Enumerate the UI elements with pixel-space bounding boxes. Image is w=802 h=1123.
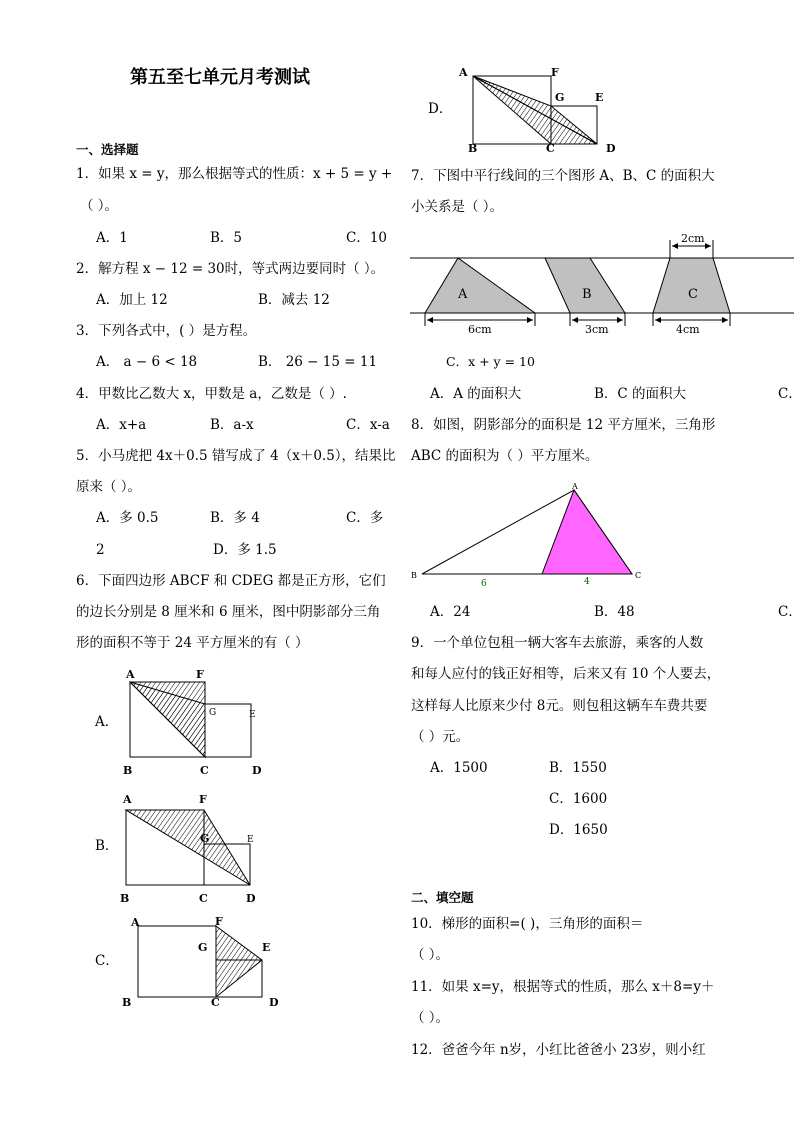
label-d: D xyxy=(269,996,279,1009)
q9-option-a: A．1500 xyxy=(430,760,488,776)
seg-label-2: 4 xyxy=(584,577,590,587)
q5-stem: 5．小马虎把 4x＋0.5 错写成了 4（x＋0.5），结果比 xyxy=(76,448,396,464)
shape-a xyxy=(425,258,535,313)
label-a: A xyxy=(126,668,135,681)
q7-option-a: A．A 的面积大 xyxy=(430,386,522,402)
q5-option-c-cont: 2 xyxy=(96,542,105,558)
q8-option-b: B．48 xyxy=(594,604,635,620)
q2-option-a: A．加上 12 xyxy=(96,292,168,308)
section-heading-choice: 一、选择题 xyxy=(76,142,139,157)
label-d: D xyxy=(606,142,616,155)
label-b: B xyxy=(120,892,130,905)
label-b: B xyxy=(123,764,133,777)
shaded-triangle xyxy=(542,490,632,574)
q5-option-a: A．多 0.5 xyxy=(96,510,159,526)
q11-stem: 11．如果 x=y，根据等式的性质，那么 x＋8=y＋ xyxy=(411,979,715,995)
q7-overlap-text: C．x + y = 10 xyxy=(446,354,535,369)
q1-option-c: C．10 xyxy=(346,230,388,246)
q11-blank: （ ）。 xyxy=(411,1010,450,1026)
q8-option-c: C． xyxy=(778,604,802,620)
seg-label-1: 6 xyxy=(481,579,487,589)
q6-option-c-label: C． xyxy=(95,953,119,969)
label-d: D xyxy=(252,764,262,777)
q6-figure-c xyxy=(118,912,288,1012)
dim-a: 6cm xyxy=(468,323,492,336)
label-c: C xyxy=(546,142,555,155)
q9-stem-cont: 和每人应付的钱正好相等，后来又有 10 个人要去， xyxy=(411,666,721,682)
q12-stem: 12．爸爸今年 n岁，小红比爸爸小 23岁，则小红 xyxy=(411,1042,706,1058)
label-f: F xyxy=(196,668,204,681)
label-c: C xyxy=(200,764,209,777)
label-e: E xyxy=(249,710,256,720)
q10-stem: 10．梯形的面积=( )，三角形的面积＝ xyxy=(411,916,644,932)
q7-stem: 7．下图中平行线间的三个图形 A、B、C 的面积大 xyxy=(411,168,715,184)
q10-blank: （ ）。 xyxy=(411,947,450,963)
q9-blank: （ ）元。 xyxy=(411,729,470,745)
dim-c: 4cm xyxy=(676,323,700,336)
q5-option-c: C．多 xyxy=(346,510,384,526)
q8-option-a: A．24 xyxy=(430,604,471,620)
label-e: E xyxy=(262,941,271,954)
q4-option-a: A．x+a xyxy=(96,417,147,433)
q1-option-a: A．1 xyxy=(96,230,128,246)
label-g: G xyxy=(200,832,210,845)
q3-option-a: A． a − 6 < 18 xyxy=(96,354,198,370)
q9-option-d: D．1650 xyxy=(549,822,608,838)
q6-figure-b xyxy=(116,790,276,906)
q6-option-d-label: D． xyxy=(428,101,453,117)
q5-option-b: B．多 4 xyxy=(210,510,260,526)
label-f: F xyxy=(215,915,223,928)
tri-label-c: C xyxy=(635,571,642,580)
label-e: E xyxy=(247,835,254,845)
dim-b: 3cm xyxy=(585,323,609,336)
q1-blank: （ ）。 xyxy=(80,198,119,214)
label-c: C xyxy=(199,892,208,905)
q7-parallel-figure xyxy=(410,228,794,338)
q1-option-b: B．5 xyxy=(210,230,243,246)
label-d: D xyxy=(246,892,256,905)
q9-option-b: B．1550 xyxy=(549,760,607,776)
q2-stem: 2．解方程 x − 12 = 30时，等式两边要同时（ ）。 xyxy=(76,261,385,277)
q6-stem: 6．下面四边形 ABCF 和 CDEG 都是正方形，它们 xyxy=(76,573,386,589)
q6-option-b-label: B． xyxy=(95,838,119,854)
q8-triangle-figure xyxy=(408,480,658,590)
label-c: C xyxy=(211,996,220,1009)
label-g: G xyxy=(555,91,565,104)
label-f: F xyxy=(551,66,559,79)
q7-option-c: C． xyxy=(778,386,802,402)
shape-b-label: B xyxy=(582,287,592,302)
q6-option-a-label: A． xyxy=(95,714,119,730)
q1-stem: 1．如果 x = y，那么根据等式的性质：x + 5 = y + xyxy=(76,166,393,182)
q9-stem-cont2: 这样每人比原来少付 8元。则包租这辆车车费共要 xyxy=(411,698,708,714)
label-a: A xyxy=(131,916,140,929)
label-e: E xyxy=(595,91,604,104)
q7-option-b: B．C 的面积大 xyxy=(594,386,687,402)
q6-stem-cont: 的边长分别是 8 厘米和 6 厘米，图中阴影部分三角 xyxy=(76,604,381,620)
shape-c-label: C xyxy=(688,287,698,302)
q6-figure-d xyxy=(454,64,624,154)
label-b: B xyxy=(468,142,478,155)
label-g: G xyxy=(209,708,217,718)
q6-figure-a xyxy=(118,666,278,778)
label-a: A xyxy=(459,66,468,79)
dim-top: 2cm xyxy=(681,232,705,245)
label-f: F xyxy=(199,793,207,806)
shaded-triangle xyxy=(126,810,250,885)
page-title: 第五至七单元月考测试 xyxy=(130,67,310,88)
q9-option-c: C．1600 xyxy=(549,791,608,807)
label-g: G xyxy=(198,941,208,954)
shaded-triangle xyxy=(216,926,262,997)
shape-a-label: A xyxy=(458,287,468,302)
label-b: B xyxy=(122,996,132,1009)
label-a: A xyxy=(123,793,132,806)
q6-stem-cont2: 形的面积不等于 24 平方厘米的有（ ） xyxy=(76,635,309,651)
q5-stem-cont: 原来（ ）。 xyxy=(76,479,142,495)
q5-option-d: D．多 1.5 xyxy=(213,542,277,558)
q4-stem: 4．甲数比乙数大 x，甲数是 a，乙数是（ ）. xyxy=(76,386,347,402)
q8-stem: 8．如图，阴影部分的面积是 12 平方厘米，三角形 xyxy=(411,417,716,433)
q4-option-c: C．x-a xyxy=(346,417,390,433)
q9-stem: 9．一个单位包租一辆大客车去旅游，乘客的人数 xyxy=(411,635,704,651)
section-heading-fill: 二、填空题 xyxy=(411,890,474,905)
q3-stem: 3．下列各式中，( ）是方程。 xyxy=(76,323,257,339)
q7-stem-cont: 小关系是（ ）。 xyxy=(411,199,504,215)
tri-label-a: A xyxy=(572,482,578,491)
tri-label-b: B xyxy=(411,571,417,580)
q3-option-b: B． 26 − 15 = 11 xyxy=(258,354,378,370)
q8-stem-cont: ABC 的面积为（ ）平方厘米。 xyxy=(411,448,599,464)
shape-c xyxy=(653,258,730,313)
shape-b xyxy=(545,258,625,313)
q4-option-b: B．a-x xyxy=(210,417,254,433)
q2-option-b: B．减去 12 xyxy=(258,292,330,308)
